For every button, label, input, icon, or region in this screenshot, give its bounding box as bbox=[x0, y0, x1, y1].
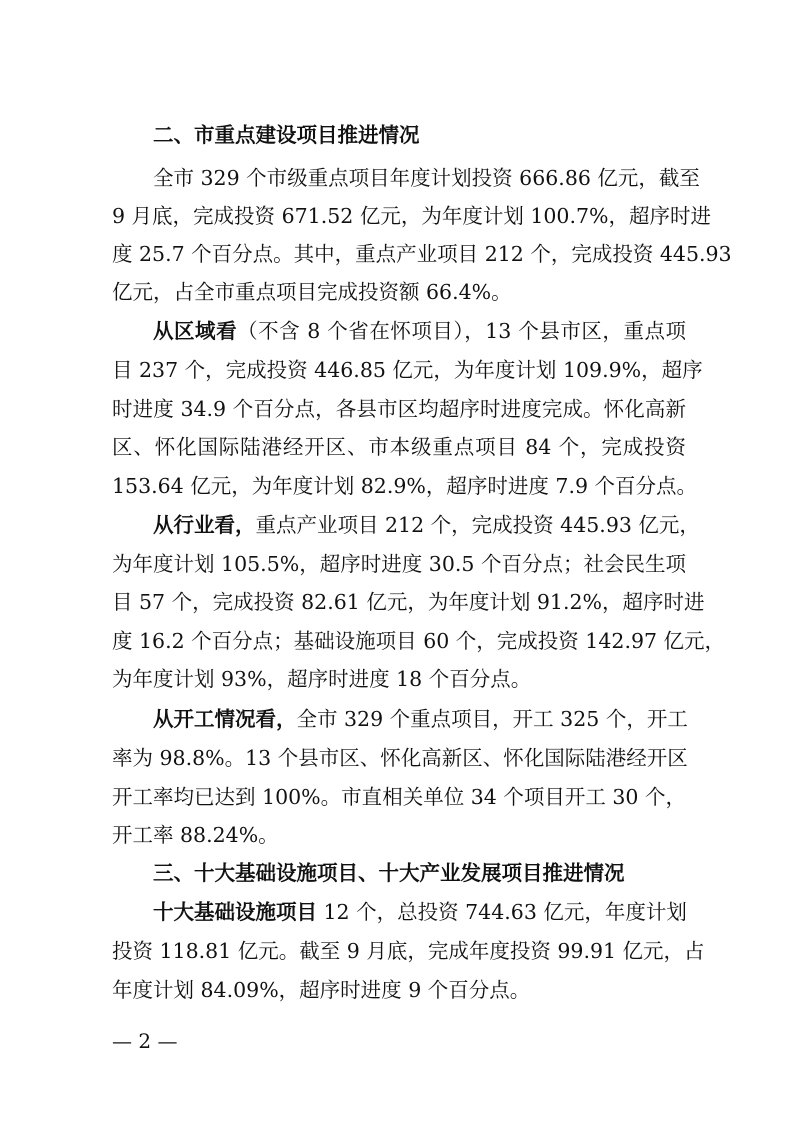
paragraph-line: 亿元，占全市重点项目完成投资额 66.4%。 bbox=[112, 280, 512, 304]
section-heading: 二、市重点建设项目推进情况 bbox=[153, 123, 420, 147]
paragraph-text: 全市 329 个重点项目，开工 325 个，开工 bbox=[296, 707, 688, 731]
paragraph-line bbox=[153, 892, 686, 932]
paragraph-line: 目 237 个，完成投资 446.85 亿元，为年度计划 109.9%，超序 bbox=[112, 358, 703, 382]
paragraph-text: 重点产业项目 212 个，完成投资 445.93 亿元， bbox=[255, 513, 700, 537]
paragraph-line: 开工率 88.24%。 bbox=[112, 823, 279, 847]
paragraph-line: 开工率均已达到 100%。市直相关单位 34 个项目开工 30 个， bbox=[112, 785, 686, 809]
paragraph-line: 153.64 亿元，为年度计划 82.9%，超序时进度 7.9 个百分点。 bbox=[112, 474, 698, 498]
paragraph-lead: 从开工情况看， bbox=[153, 707, 297, 731]
paragraph-line: 年度计划 84.09%，超序时进度 9 个百分点。 bbox=[112, 978, 531, 1002]
paragraph-text: （不含 8 个省在怀项目），13 个县市区，重点项 bbox=[237, 319, 686, 343]
paragraph-lead: 十大基础设施项目 bbox=[153, 900, 317, 924]
page-number: — 2 — bbox=[112, 1029, 178, 1053]
paragraph-line: 投资 118.81 亿元。截至 9 月底，完成年度投资 99.91 亿元，占 bbox=[112, 939, 705, 963]
paragraph-line: 度 25.7 个百分点。其中，重点产业项目 212 个，完成投资 445.93 bbox=[112, 242, 732, 266]
paragraph-line bbox=[153, 699, 686, 739]
paragraph-line: 度 16.2 个百分点；基础设施项目 60 个，完成投资 142.97 亿元， bbox=[112, 629, 726, 653]
paragraph-line: 时进度 34.9 个百分点，各县市区均超序时进度完成。怀化高新 bbox=[112, 397, 686, 421]
paragraph-line: 区、怀化国际陆港经开区、市本级重点项目 84 个，完成投资 bbox=[112, 435, 686, 459]
paragraph-text: 12 个，总投资 744.63 亿元，年度计划 bbox=[317, 900, 687, 924]
paragraph-line: 全市 329 个市级重点项目年度计划投资 666.86 亿元，截至 bbox=[153, 166, 700, 190]
paragraph-lead: 从行业看， bbox=[153, 513, 256, 537]
paragraph-line: 9 月底，完成投资 671.52 亿元，为年度计划 100.7%，超序时进 bbox=[112, 204, 712, 228]
paragraph-line bbox=[153, 311, 686, 351]
paragraph-line: 目 57 个，完成投资 82.61 亿元，为年度计划 91.2%，超序时进 bbox=[112, 590, 705, 614]
section-heading: 三、十大基础设施项目、十大产业发展项目推进情况 bbox=[153, 861, 625, 885]
paragraph-line: 率为 98.8%。13 个县市区、怀化高新区、怀化国际陆港经开区 bbox=[112, 746, 688, 770]
paragraph-line: 为年度计划 93%，超序时进度 18 个百分点。 bbox=[112, 667, 532, 691]
paragraph-line: 为年度计划 105.5%，超序时进度 30.5 个百分点；社会民生项 bbox=[112, 552, 686, 576]
paragraph-line bbox=[153, 505, 700, 545]
paragraph-lead: 从区域看 bbox=[153, 319, 238, 343]
